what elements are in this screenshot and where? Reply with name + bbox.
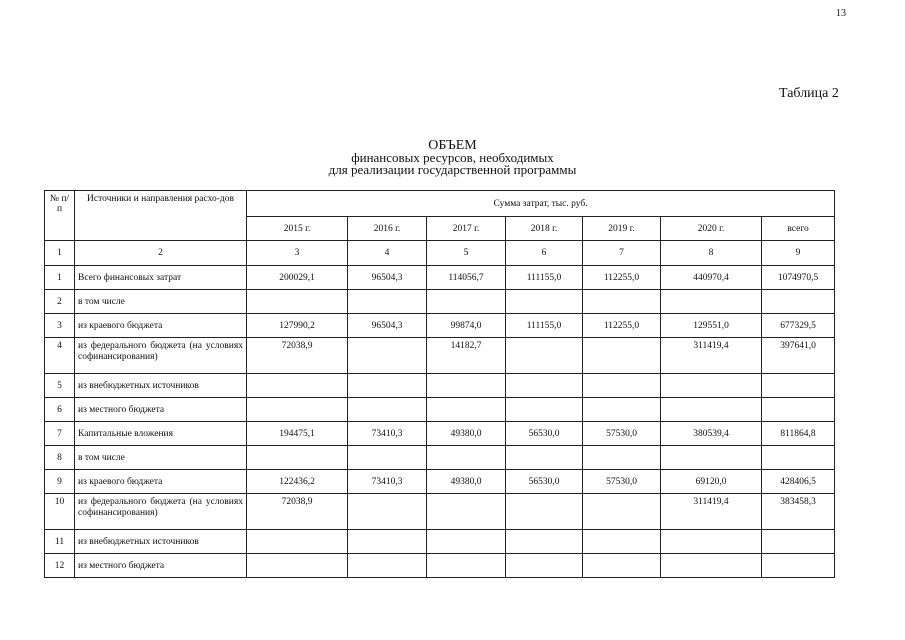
row-value: 96504,3 [348, 314, 427, 338]
row-value [348, 290, 427, 314]
row-value: 72038,9 [247, 494, 348, 530]
row-source-name: Всего финансовых затрат [75, 266, 247, 290]
column-number: 1 [45, 241, 75, 266]
row-source-name: из местного бюджета [75, 398, 247, 422]
row-value: 440970,4 [661, 266, 762, 290]
row-value [348, 494, 427, 530]
row-value [427, 446, 506, 470]
header-year: 2016 г. [348, 217, 427, 241]
column-number: 2 [75, 241, 247, 266]
row-number: 2 [45, 290, 75, 314]
row-value: 311419,4 [661, 338, 762, 374]
row-value [661, 398, 762, 422]
row-value [427, 398, 506, 422]
table-row [45, 290, 835, 314]
row-value [427, 374, 506, 398]
row-value: 57530,0 [583, 470, 661, 494]
row-value: 73410,3 [348, 470, 427, 494]
row-source-name: из краевого бюджета [75, 314, 247, 338]
header-number: № п/п [45, 191, 75, 241]
table-row [45, 398, 835, 422]
row-value: 397641,0 [762, 338, 835, 374]
row-source-name: из внебюджетных источников [75, 530, 247, 554]
table-row [45, 446, 835, 470]
row-value [427, 530, 506, 554]
row-value [661, 374, 762, 398]
row-value [348, 398, 427, 422]
row-value [583, 338, 661, 374]
column-number: 7 [583, 241, 661, 266]
row-value: 200029,1 [247, 266, 348, 290]
row-value [762, 290, 835, 314]
header-year: 2019 г. [583, 217, 661, 241]
row-value: 99874,0 [427, 314, 506, 338]
row-value [506, 338, 583, 374]
row-value: 111155,0 [506, 314, 583, 338]
row-value [247, 530, 348, 554]
page-number: 13 [836, 8, 846, 19]
row-number: 12 [45, 554, 75, 578]
document-title [0, 140, 905, 176]
column-number: 4 [348, 241, 427, 266]
row-value [506, 494, 583, 530]
row-value [348, 374, 427, 398]
row-value [762, 530, 835, 554]
financing-table [44, 190, 835, 578]
row-value [583, 530, 661, 554]
row-value [506, 398, 583, 422]
row-value [661, 446, 762, 470]
column-number: 5 [427, 241, 506, 266]
row-value [506, 374, 583, 398]
row-number: 8 [45, 446, 75, 470]
row-number: 11 [45, 530, 75, 554]
row-value [506, 554, 583, 578]
table-row [45, 494, 835, 530]
row-source-name: Капитальные вложения [75, 422, 247, 446]
title-line-1: ОБЪЕМ [428, 138, 477, 153]
row-value [247, 290, 348, 314]
row-value [427, 290, 506, 314]
row-value: 127990,2 [247, 314, 348, 338]
header-year: всего [762, 217, 835, 241]
row-value: 1074970,5 [762, 266, 835, 290]
row-value: 677329,5 [762, 314, 835, 338]
row-value [762, 446, 835, 470]
row-number: 9 [45, 470, 75, 494]
column-number: 6 [506, 241, 583, 266]
row-value [762, 554, 835, 578]
row-number: 1 [45, 266, 75, 290]
row-value [348, 338, 427, 374]
row-value: 112255,0 [583, 314, 661, 338]
row-number: 7 [45, 422, 75, 446]
title-line-3: для реализации государственной программы [328, 162, 577, 177]
row-value: 72038,9 [247, 338, 348, 374]
row-source-name: из внебюджетных источников [75, 374, 247, 398]
row-number: 6 [45, 398, 75, 422]
column-number: 9 [762, 241, 835, 266]
row-value: 56530,0 [506, 470, 583, 494]
row-value [506, 530, 583, 554]
row-value [506, 446, 583, 470]
header-year: 2015 г. [247, 217, 348, 241]
row-value [247, 398, 348, 422]
row-value: 96504,3 [348, 266, 427, 290]
row-number: 4 [45, 338, 75, 374]
table-label: Таблица 2 [779, 86, 839, 101]
row-value [583, 554, 661, 578]
row-value [762, 374, 835, 398]
row-value [247, 446, 348, 470]
table-row [45, 530, 835, 554]
row-value: 380539,4 [661, 422, 762, 446]
row-value [348, 446, 427, 470]
row-number: 10 [45, 494, 75, 530]
column-number: 8 [661, 241, 762, 266]
row-value: 49380,0 [427, 422, 506, 446]
row-source-name: в том числе [75, 446, 247, 470]
table-row [45, 338, 835, 374]
row-source-name: из федерального бюджета (на условиях софинансирования) [75, 494, 247, 530]
row-source-name: из местного бюджета [75, 554, 247, 578]
row-value: 122436,2 [247, 470, 348, 494]
row-value [427, 554, 506, 578]
row-number: 3 [45, 314, 75, 338]
row-value [583, 446, 661, 470]
header-year: 2020 г. [661, 217, 762, 241]
row-value [762, 398, 835, 422]
row-value: 56530,0 [506, 422, 583, 446]
row-value: 49380,0 [427, 470, 506, 494]
header-source: Источники и направления расхо-дов [75, 191, 247, 241]
row-value [506, 290, 583, 314]
row-value [583, 374, 661, 398]
row-value: 129551,0 [661, 314, 762, 338]
row-value: 57530,0 [583, 422, 661, 446]
header-sum: Сумма затрат, тыс. руб. [247, 191, 835, 217]
row-value [583, 494, 661, 530]
row-value: 14182,7 [427, 338, 506, 374]
row-source-name: из федерального бюджета (на условиях софинансирования) [75, 338, 247, 374]
table-row [45, 422, 835, 446]
row-value [583, 398, 661, 422]
table-row [45, 470, 835, 494]
row-value [583, 290, 661, 314]
row-value [348, 530, 427, 554]
row-value [348, 554, 427, 578]
row-value: 428406,5 [762, 470, 835, 494]
row-value: 111155,0 [506, 266, 583, 290]
table-row [45, 374, 835, 398]
row-value: 112255,0 [583, 266, 661, 290]
row-value [427, 494, 506, 530]
table-row [45, 314, 835, 338]
row-value: 114056,7 [427, 266, 506, 290]
row-value [661, 530, 762, 554]
row-source-name: в том числе [75, 290, 247, 314]
header-year: 2017 г. [427, 217, 506, 241]
row-number: 5 [45, 374, 75, 398]
row-value: 69120,0 [661, 470, 762, 494]
row-source-name: из краевого бюджета [75, 470, 247, 494]
row-value: 73410,3 [348, 422, 427, 446]
title-line-2: финансовых ресурсов, необходимых [351, 150, 554, 165]
row-value [247, 374, 348, 398]
header-year: 2018 г. [506, 217, 583, 241]
table-row [45, 266, 835, 290]
row-value [661, 290, 762, 314]
table-row [45, 554, 835, 578]
row-value [661, 554, 762, 578]
column-number: 3 [247, 241, 348, 266]
row-value: 194475,1 [247, 422, 348, 446]
row-value: 311419,4 [661, 494, 762, 530]
row-value: 383458,3 [762, 494, 835, 530]
row-value: 811864,8 [762, 422, 835, 446]
row-value [247, 554, 348, 578]
